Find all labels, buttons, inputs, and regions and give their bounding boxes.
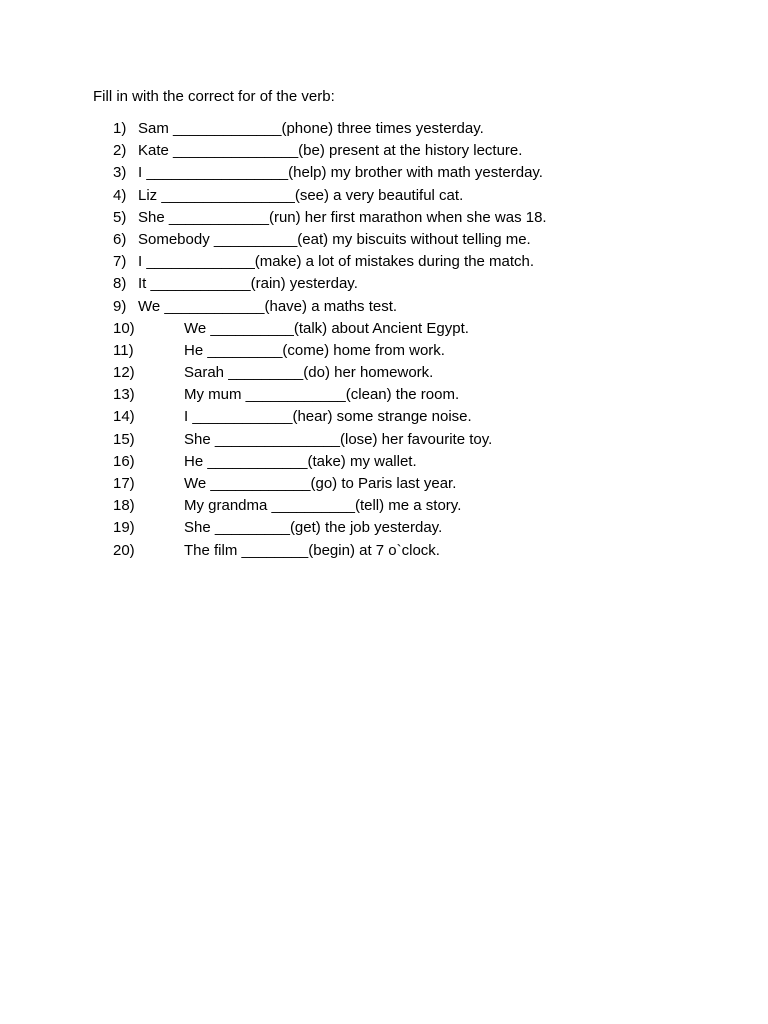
item-sentence: She ____________(run) her first marathon when she was 18. [138, 208, 547, 226]
item-sentence: I ____________(hear) some strange noise. [184, 408, 472, 426]
item-sentence: My grandma __________(tell) me a story. [184, 497, 462, 515]
item-sentence: I _________________(help) my brother with math yesterday. [138, 164, 543, 182]
exercise-list [0, 118, 547, 562]
item-sentence: We __________(talk) about Ancient Egypt. [184, 319, 469, 337]
exercise-item-7 [0, 251, 535, 273]
item-sentence: We ____________(go) to Paris last year. [184, 475, 457, 492]
item-sentence: My mum ____________(clean) the room. [184, 386, 460, 404]
exercise-item-8 [0, 273, 358, 295]
item-number: 3) [113, 164, 127, 182]
exercise-item-20 [0, 540, 440, 562]
exercise-item-1 [0, 118, 484, 140]
exercise-item-14 [0, 406, 472, 428]
item-number: 19) [113, 519, 135, 537]
item-number: 18) [113, 497, 135, 515]
item-number: 9) [113, 297, 127, 315]
item-sentence: He _________(come) home from work. [184, 341, 445, 359]
exercise-item-4 [0, 185, 464, 207]
exercise-item-16 [0, 451, 417, 473]
exercise-item-9 [0, 296, 398, 318]
item-number: 17) [113, 475, 135, 492]
exercise-item-19 [0, 517, 443, 539]
item-number: 8) [113, 275, 127, 293]
item-number: 12) [113, 364, 135, 382]
item-sentence: She _______________(lose) her favourite toy. [184, 430, 493, 448]
item-number: 10) [113, 319, 135, 337]
item-number: 20) [113, 541, 135, 559]
item-number: 7) [113, 253, 127, 271]
exercise-item-10 [0, 318, 469, 340]
exercise-item-11 [0, 340, 445, 362]
item-sentence: Somebody __________(eat) my biscuits without telling me. [138, 230, 531, 248]
exercise-item-5 [0, 207, 547, 229]
item-sentence: I _____________(make) a lot of mistakes during the match. [138, 253, 535, 271]
item-number: 15) [113, 430, 135, 448]
exercise-item-2 [0, 140, 523, 162]
item-number: 16) [113, 452, 135, 470]
exercise-item-15 [0, 429, 493, 451]
exercise-item-13 [0, 384, 460, 406]
exercise-item-3 [0, 162, 543, 184]
item-sentence: The film ________(begin) at 7 o`clock. [184, 541, 440, 559]
exercise-item-12 [0, 362, 434, 384]
item-number: 5) [113, 208, 127, 226]
item-sentence: He ____________(take) my wallet. [184, 452, 417, 470]
item-number: 1) [113, 120, 127, 137]
worksheet-instruction: Fill in with the correct for of the verb: [93, 88, 335, 105]
item-sentence: It ____________(rain) yesterday. [138, 275, 358, 293]
item-number: 13) [113, 386, 135, 404]
item-sentence: We ____________(have) a maths test. [138, 297, 398, 315]
item-sentence: Liz ________________(see) a very beautiful cat. [138, 186, 464, 204]
item-number: 4) [113, 186, 127, 204]
item-sentence: Sarah _________(do) her homework. [184, 364, 434, 382]
item-number: 6) [113, 230, 127, 248]
item-sentence: Sam _____________(phone) three times yesterday. [138, 120, 484, 137]
exercise-item-17 [0, 473, 457, 495]
exercise-item-18 [0, 495, 462, 517]
item-sentence: She _________(get) the job yesterday. [184, 519, 443, 537]
item-number: 2) [113, 142, 127, 160]
exercise-item-6 [0, 229, 531, 251]
item-number: 11) [113, 341, 134, 359]
item-sentence: Kate _______________(be) present at the history lecture. [138, 142, 523, 160]
item-number: 14) [113, 408, 135, 426]
